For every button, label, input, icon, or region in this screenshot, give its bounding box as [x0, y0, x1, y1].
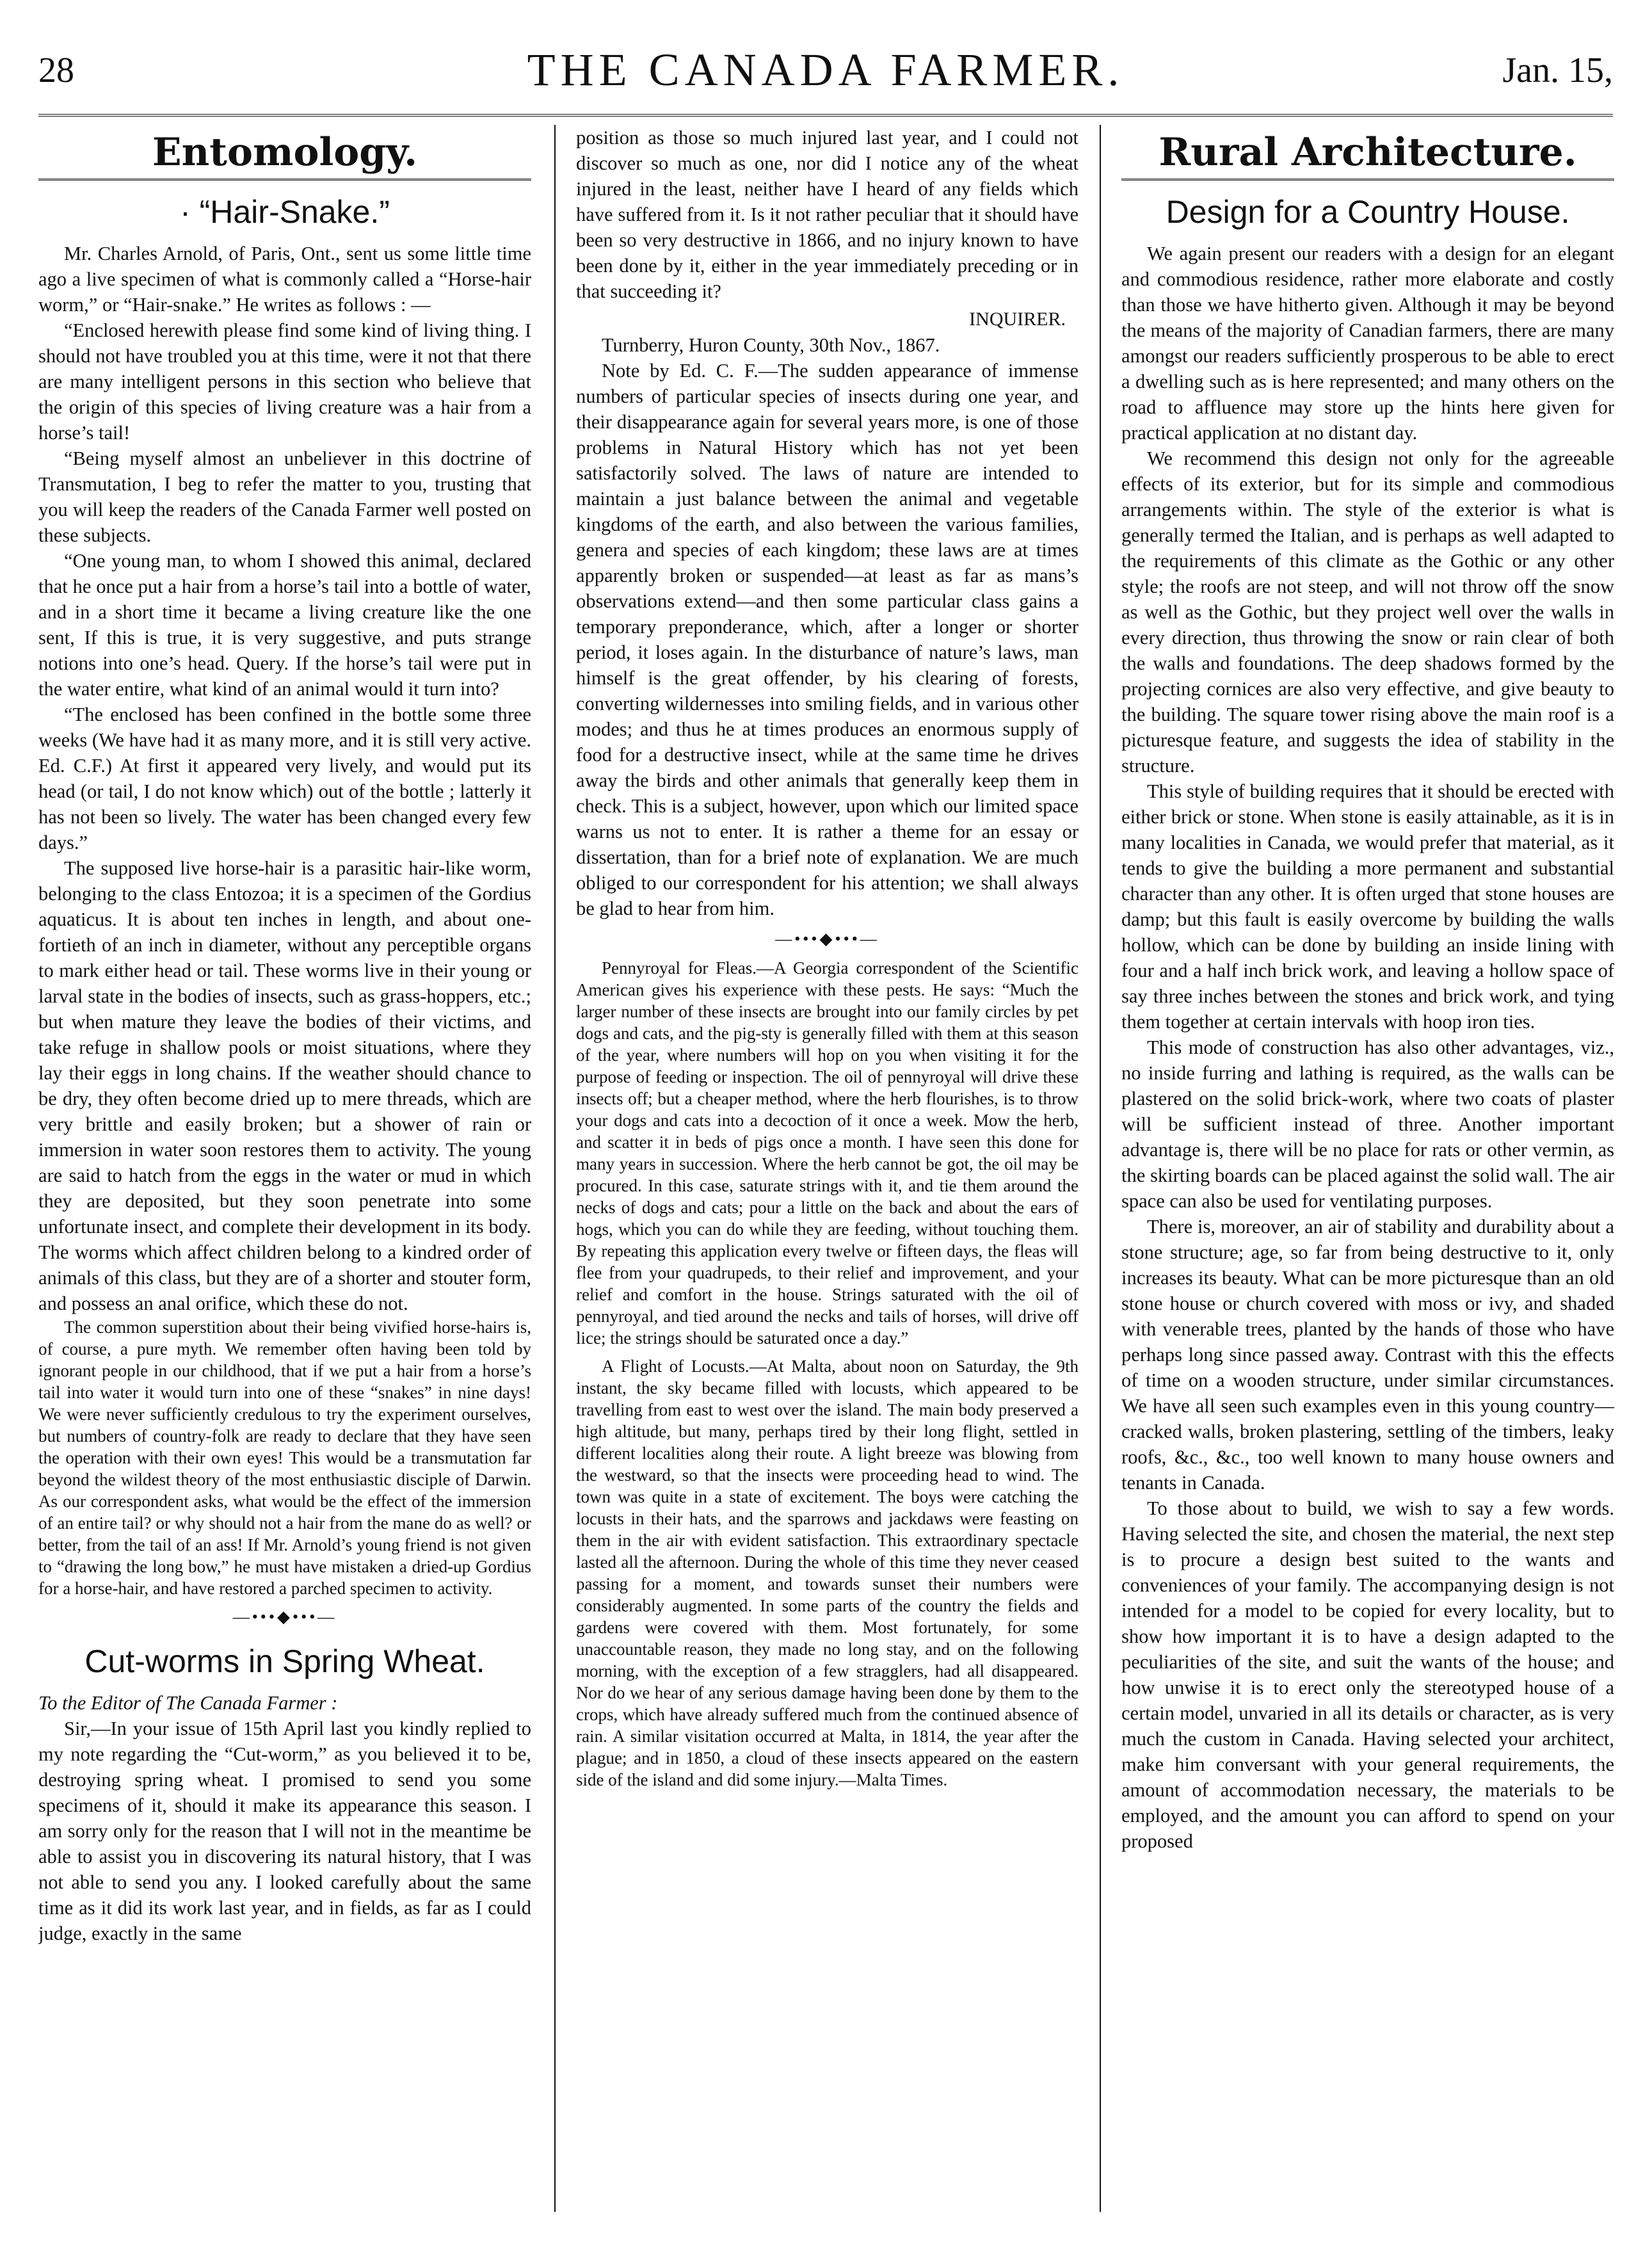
paragraph: We recommend this design not only for the agreeable effects of its exterior, but for its simple and commodious arrangements within. The style of the exterior is what is generally termed the Italian, and is perhaps as well adapted to the requirements of this climate as the Gothic or any other style; the roofs are not steep, and will not throw off the snow as well as the Gothic, but they project well over the walls in every direction, thus throwing the snow or rain clear of both the walls and foundations. The deep shadows formed by the projecting cornices are also very effective, and give beauty to the building. The square tower rising above the main roof is a picturesque feature, and suggests the idea of stability in the structure. — [1121, 447, 1614, 777]
pennyroyal-paragraph: Pennyroyal for Fleas.—A Georgia correspondent of the Scientific American gives his experience with these pests. He says: “Much the larger number of these insects are brought into our family circles by pet dogs and cats, and the pig-sty is generally filled with them at this season of the year, where numbers will hop on you when visiting it for the purpose of feeding or inspection. The oil of pennyroyal will drive these insects off; but a cheaper method, where the herb flourishes, is to throw your dogs and cats into a decoction of it once a week. Mow the herb, and scatter it in beds of pigs once a month. I have seen this done for many years in succession. Where the herb cannot be got, the oil may be procured. In this case, saturate strings with it, and tie them around the necks of dogs and cats; pour a little on the back and about the ears of hogs, which you can do while they are feeding, without touching them. By repeating this application every twelve or fifteen days, the fleas will flee from your quadrupeds, to their relief and improvement, and your relief and comfort in the house. Strings saturated with the oil of pennyroyal, and tied around the necks and tails of horses, will drive off lice; the strings should be saturated once a day.” — [576, 958, 1079, 1348]
paragraph: This style of building requires that it should be erected with either brick or stone. When stone is easily attainable, as it is in many localities in Canada, we would prefer that material, as it tends to give the building a more permanent and substantial character than any other. It is often urged that stone houses are damp; but this fault is easily overcome by building the walls hollow, which can be done by building an inside lining with four and a half inch brick work, and leaving a hollow space of say three inches between the stones and brick work, and tying them together at certain intervals with hoop iron ties. — [1121, 780, 1614, 1033]
paragraph: position as those so much injured last year, and I could not discover so much as one, nor did I notice any of the wheat injured in the least, neither have I heard of any fields which have suffered from it. Is it not rather peculiar that it should have been so very destructive in 1866, and no injury known to have been done by it, either in the year immediately preceding or in that succeeding it? — [576, 127, 1079, 302]
section-heading-entomology: Entomology. — [152, 130, 418, 175]
ornament-divider: —•••◆•••— — [775, 930, 879, 948]
newspaper-title: THE CANADA FARMER. — [527, 44, 1125, 95]
article-title-hair-snake: · “Hair-Snake.” — [180, 194, 390, 230]
signature: INQUIRER. — [969, 309, 1066, 330]
paragraph: This mode of construction has also other advantages, viz., no inside furring and lathing is required, as the walls can be plastered on the solid brick-work, where two coats of plaster will be sufficient instead of three. Another important advantage is, there will be no place for rats or other vermin, as the skirting boards can be placed against the solid wall. The air space can also be used for ventilating purposes. — [1121, 1036, 1614, 1212]
editor-note: Note by Ed. C. F.—The sudden appearance of immense numbers of particular species of insects during one year, and their disappearance again for several years more, is one of those problems in Natural History which has not yet been satisfactorily solved. The laws of nature are intended to maintain a just balance between the animal and vegetable kingdoms of the earth, and also between the various families, genera and species of each kingdom; these laws are at times apparently broken or suspended—at least as far as mans’s observations extend—and then some particular class gains a temporary preponderance, which, after a longer or shorter period, it loses again. In the disturbance of nature’s laws, man himself is the great offender, by his clearing of forests, converting wildernesses into smiling fields, and in various other modes; and thus he at times produces an enormous supply of food for a destructive insect, while at the same time he drives away the birds and other animals that generally keep them in check. This is a subject, however, upon which our limited space warns us not to enter. It is rather a theme for an essay or dissertation, than for a brief note of explanation. We are much obliged to our correspondent for his attention; we shall always be glad to hear from him. — [576, 360, 1079, 919]
paragraph: To those about to build, we wish to say a few words. Having selected the site, and chosen the material, the next step is to procure a design best suited to the wants and conveniences of your family. The accompanying design is not intended for a model to be copied for every locality, but to show how important it is to have a design adapted to the peculiarities of the site, and suit the wants of the house; and how unwise it is to erect only the stereotyped house of a certain model, unvaried in all its details or character, as is very much the custom in Canada. Having selected your architect, make him conversant with your general requirements, the amount of accommodation necessary, the materials to be employed, and the amount you can afford to spend on your proposed — [1121, 1497, 1614, 1852]
paragraph: “Being myself almost an unbeliever in this doctrine of Transmutation, I beg to refer the matter to you, trusting that you will keep the readers of the Canada Farmer well posted on these subjects. — [38, 447, 531, 546]
ornament-divider: —•••◆•••— — [232, 1608, 337, 1626]
paragraph: “Enclosed herewith please find some kind of living thing. I should not have troubled you at this time, were it not that there are many intelligent persons in this section who believe that the origin of this species of living creature was a hair from a horse’s tail! — [38, 319, 531, 444]
paragraph: Mr. Charles Arnold, of Paris, Ont., sent us some little time ago a live specimen of what is commonly called a “Horse-hair worm,” or “Hair-snake.” He writes as follows : — — [38, 243, 531, 316]
paragraph: There is, moreover, an air of stability and durability about a stone structure; age, so far from being destructive to it, only increases its beauty. What can be more picturesque than an old stone house or church covered with moss or ivy, and shaded with venerable trees, planted by the hands of those who have perhaps long since passed away. Contrast with this the effects of time on a wooden structure, under similar circumstances. We have all seen such examples even in this young country—cracked walls, broken plastering, settling of the timbers, leaky roofs, &c., &c., too well known to many house owners and tenants in Canada. — [1121, 1216, 1614, 1494]
column-2 — [576, 125, 1079, 2199]
page-number: 28 — [38, 51, 74, 90]
column-divider-1 — [554, 125, 556, 2212]
paragraph: The supposed live horse-hair is a parasitic hair-like worm, belonging to the class Entozoa; it is a specimen of the Gordius aquaticus. It is about ten inches in length, and about one-fortieth of an inch in diameter, without any perceptible organs to mark either head or tail. These worms live in their young or larval state in the bodies of insects, such as grass-hoppers, etc.; but when mature they leave the bodies of their victims, and take refuge in shallow pools or moist situations, where they lay their eggs in long chains. If the weather should chance to be dry, they often become dried up to mere threads, which are very brittle and easily broken; but a shower of rain or immersion in water soon restores them to activity. The young are said to hatch from the eggs in the water or mud in which they are deposited, but they soon penetrate into some unfortunate insect, and complete their development in its body. The worms which affect children belong to a kindred order of animals of this class, but they are of a shorter and stouter form, and possess an anal orifice, which these do not. — [38, 857, 531, 1314]
paragraph: The common superstition about their being vivified horse-hairs is, of course, a pure myth. We remember often having been told by ignorant people in our childhood, that if we put a hair from a horse’s tail into water it would turn into one of these “snakes” in nine days! We were never sufficiently credulous to try the experiment ourselves, but numbers of country-folk are ready to declare that they have seen the operation with their own eyes! This would be a transmutation far beyond the wildest theory of the most enthusiastic disciple of Darwin. As our correspondent asks, what would be the effect of the immersion of an entire tail? or why should not a hair from the mane do as well? or better, from the tail of an ass! If Mr. Arnold’s young friend is not given to “drawing the long bow,” he must have mistaken a dried-up Gordius for a horse-hair, and have restored a parched specimen to activity. — [38, 1318, 531, 1598]
column-3 — [1121, 125, 1614, 2199]
column-1 — [38, 125, 531, 2199]
masthead — [38, 38, 1613, 109]
locusts-paragraph: A Flight of Locusts.—At Malta, about noon on Saturday, the 9th instant, the sky became filled with locusts, which appeared to be travelling from east to west over the island. The main body preserved a high altitude, but many, perhaps tired by their long flight, settled in different localities along their route. A light breeze was blowing from the westward, so that the insects were proceeding head to wind. The town was quite in a state of excitement. The boys were catching the locusts in their hats, and the sparrows and jackdaws were feasting on them in the air with evident satisfaction. This extraordinary spectacle lasted all the afternoon. During the whole of this time they never ceased passing for a moment, and towards sunset their numbers were considerably augmented. In some parts of the country the fields and gardens were covered with them. Most fortunately, for some unaccountable reason, they made no long stay, and on the following morning, with the exception of a few stragglers, had all disappeared. Nor do we hear of any serious damage having been done by them to the crops, which have already suffered much from the continued absence of rain. A similar visitation occurred at Malta, in 1814, the year after the plague; and in 1850, a cloud of these insects appeared on the eastern side of the island and did some injury.—Malta Times. — [576, 1357, 1079, 1789]
section-heading-rural-architecture: Rural Architecture. — [1159, 130, 1577, 175]
section-rule — [1121, 179, 1614, 181]
column-divider-2 — [1100, 125, 1101, 2212]
salutation: To the Editor of The Canada Farmer : — [38, 1692, 338, 1714]
paragraph: “The enclosed has been confined in the bottle some three weeks (We have had it as many more, and it is still very active. Ed. C.F.) At first it appeared very lively, and would put its head (or tail, I do not know which) out of the bottle ; latterly it has not been so lively. The water has been changed every few days.” — [38, 704, 531, 853]
issue-date: Jan. 15, — [1502, 51, 1613, 90]
section-rule — [38, 179, 531, 181]
paragraph: “One young man, to whom I showed this animal, declared that he once put a hair from a horse’s tail into a bottle of water, and in a short time it became a living creature like the one sent, If this is true, it is very suggestive, and puts strange notions into one’s head. Query. If the horse’s tail were put in the water entire, what kind of an animal would it turn into? — [38, 550, 531, 700]
masthead-rule — [38, 114, 1613, 117]
dateline: Turnberry, Huron County, 30th Nov., 1867. — [602, 334, 940, 356]
paragraph: Sir,—In your issue of 15th April last you kindly replied to my note regarding the “Cut-worm,” as you believed it to be, destroying spring wheat. I promised to send you some specimens of it, should it make its appearance this season. I am sorry only for the reason that I will not in the meantime be able to assist you in discovering its natural history, that I was not able to send you any. I looked carefully about the same time as it did its work last year, and in fields, as far as I could judge, exactly in the same — [38, 1718, 531, 1944]
article-title-country-house: Design for a Country House. — [1166, 194, 1570, 230]
article-title-cut-worms: Cut-worms in Spring Wheat. — [84, 1643, 485, 1679]
paragraph: We again present our readers with a design for an elegant and commodious residence, rather more elaborate and costly than those we have hitherto given. Although it may be beyond the means of the majority of Canadian farmers, there are many amongst our readers sufficiently prosperous to be able to erect a dwelling such as is here represented; and many others on the road to affluence may store up the hints here given for practical application at no distant day. — [1121, 243, 1614, 444]
